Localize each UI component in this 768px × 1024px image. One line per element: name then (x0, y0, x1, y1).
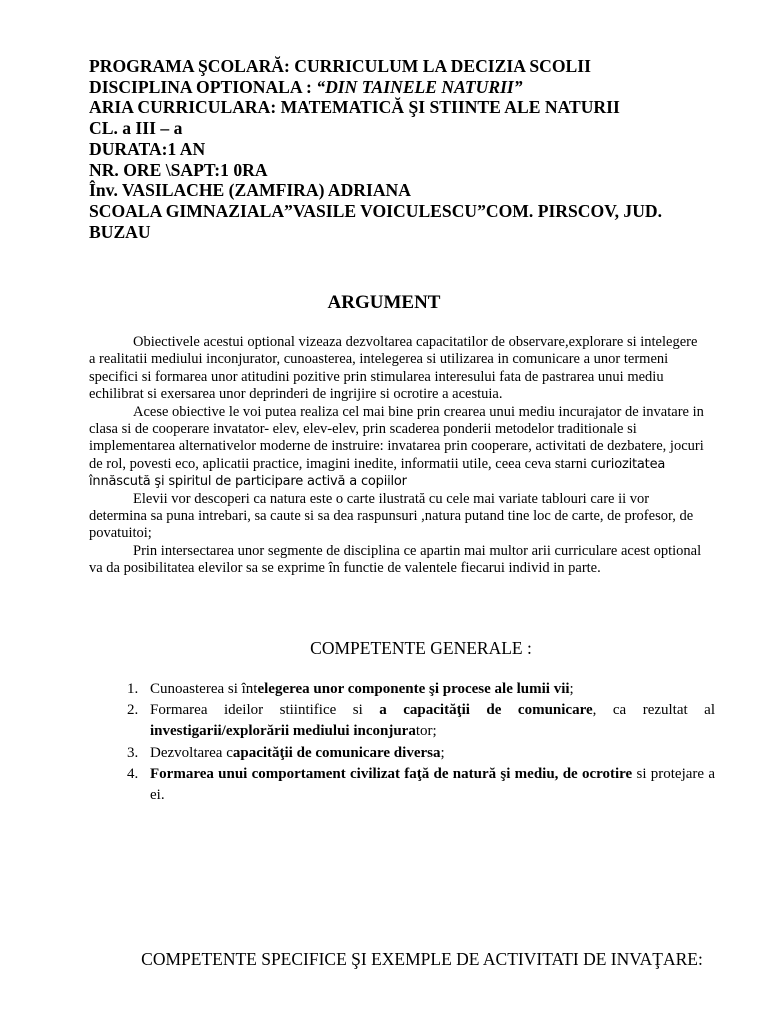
list-item-text: si protejare a ei. (150, 765, 715, 804)
list-item (89, 679, 715, 700)
list-item-text: tor; (415, 723, 437, 740)
list-item-text: ; (569, 681, 574, 697)
list-item (89, 700, 715, 742)
general-competences-list (89, 679, 715, 806)
header-school: SCOALA GIMNAZIALA”VASILE VOICULESCU”COM. PIRSCOV, JUD. (89, 200, 663, 221)
list-item-number: 3. (127, 744, 139, 761)
argument-body (89, 334, 704, 578)
list-item-bold-text: Formarea unui comportament civilizat faţă de natură şi mediu, de ocrotire (150, 765, 633, 782)
general-competences-heading: COMPETENTE GENERALE : (310, 638, 532, 658)
list-item-bold-text: elegerea unor componente şi procese ale lumii vii (257, 681, 570, 697)
argument-paragraph-4: Prin intersectarea unor segmente de disciplina ce apartin mai multor arii curriculare acest optional va da posibilitatea elevilor sa se exprime în functie de valentele fiecarui individ in parte. (89, 542, 702, 577)
list-item-bold-text: apacităţii de comunicare diversa (232, 744, 441, 761)
list-item-bold-text: investigarii/explorării mediului inconjura (150, 723, 416, 740)
header-area: ARIA CURRICULARA: MATEMATICĂ ŞI STIINTE ALE NATURII (89, 97, 620, 118)
argument-heading: ARGUMENT (327, 292, 441, 313)
argument-paragraph-1: Obiectivele acestui optional vizeaza dezvoltarea capacitatilor de observare,explorare si intelegere a realitatii mediului inconjurator, cunoasterea, intelegerea si utilizarea in comunicare a unor termeni specifici si formarea unor atitudini pozitive prin stimularea interesului fata de pastrarea unui mediu echilibrat si exersarea unor deprinderi de ingrijire si ocrotire a acestuia. (89, 334, 698, 403)
header-duration: DURATA:1 AN (89, 138, 206, 159)
list-item-number: 1. (127, 681, 139, 697)
header-hours: NR. ORE \SAPT:1 0RA (89, 159, 268, 180)
list-item-number: 2. (127, 702, 139, 719)
argument-paragraph-2-main: Acese obiective le voi putea realiza cel mai bine prin crearea unui mediu incurajator de invatare in clasa si de cooperare invatator- elev, elev-elev, prin scaderea ponderii metodelor traditionale si implementarea alternativelor moderne de instruire: invatarea prin cooperare, activitati de dezbatere, jocuri de rol, povesti eco, aplicatii practice, imagini inedite, informatii utile, ceea ceva starni (89, 403, 704, 472)
list-item-bold-text: a capacităţii de comunicare (379, 702, 593, 719)
header-class: CL. a III – a (89, 118, 183, 139)
header-teacher: Înv. VASILACHE (ZAMFIRA) ADRIANA (89, 180, 411, 201)
list-item (89, 743, 715, 764)
list-item-text: , ca rezultat al (592, 702, 715, 719)
argument-paragraph-2-tail: curiozitatea înnăscută şi spiritul de participare activă a copiilor (89, 456, 666, 490)
specific-competences-heading: COMPETENTE SPECIFICE ŞI EXEMPLE DE ACTIVITATI DE INVAŢARE: (141, 949, 703, 969)
argument-paragraph-2 (89, 404, 704, 491)
list-item-text: Dezvoltarea c (150, 744, 233, 761)
header-discipline-label: DISCIPLINA OPTIONALA : (89, 76, 317, 97)
list-item-text: Formarea ideilor stiintifice si (150, 702, 380, 719)
header-county: BUZAU (89, 221, 151, 242)
document-header (89, 56, 689, 242)
header-discipline (89, 77, 689, 98)
list-item-text: ; (440, 744, 445, 761)
list-item (89, 764, 715, 806)
header-program: PROGRAMA ŞCOLARĂ: CURRICULUM LA DECIZIA SCOLII (89, 56, 591, 76)
header-discipline-title: “DIN TAINELE NATURII” (316, 76, 523, 97)
list-item-number: 4. (127, 765, 139, 782)
argument-paragraph-3: Elevii vor descoperi ca natura este o carte ilustrată cu cele mai variate tablouri care ii vor determina sa puna intrebari, sa caute si sa dea raspunsuri ,natura putand tine loc de carte, de profesor, de povatuitoi; (89, 490, 694, 542)
list-item-text: Cunoasterea si înt (150, 681, 258, 697)
